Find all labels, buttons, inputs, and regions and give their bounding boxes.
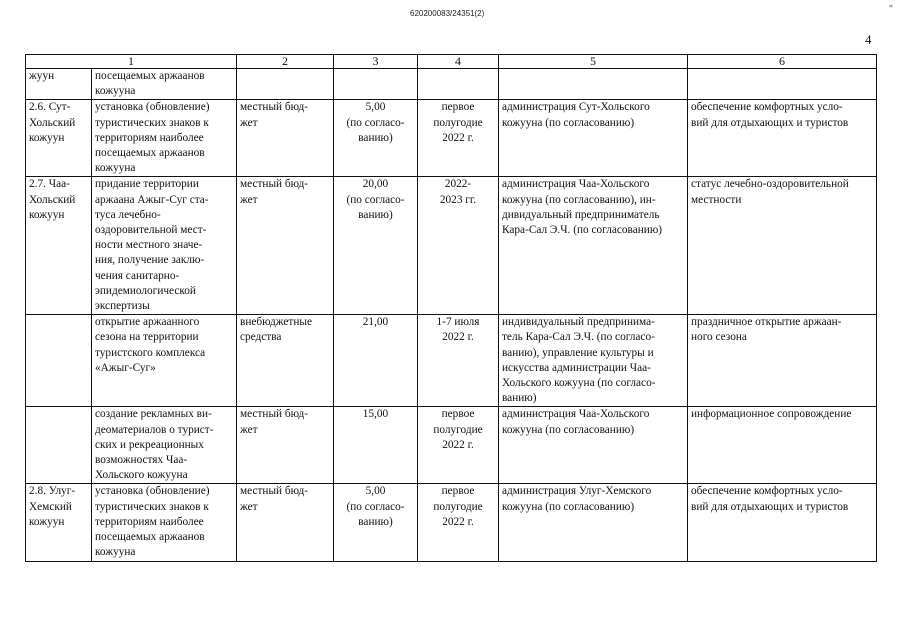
activity-cell: создание рекламных ви- деоматериалов о турист- ских и рекреационных возможностях Чаа- Хольского кожууна [92,407,237,484]
period-cell: первое полугодие 2022 г. [418,484,499,561]
district-cell: 2.8. Улуг- Хемский кожуун [26,484,92,561]
period-cell: 1-7 июля 2022 г. [418,315,499,407]
source-cell: местный бюд- жет [237,100,334,177]
table-row [26,407,877,484]
page-number: 4 [865,32,872,47]
activity-cell: установка (обновление) туристических знаков к территориям наиболее посещаемых аржаанов кожууна [92,100,237,177]
amount-cell: 20,00 (по согласо- ванию) [334,177,418,315]
table-row [26,100,877,177]
activity-cell: посещаемых аржаанов кожууна [92,69,237,100]
executor-cell: администрация Сут-Хольского кожууна (по согласованию) [499,100,688,177]
document-id: 620200083/24351(2) [410,9,485,18]
table-row [26,69,877,100]
result-cell: обеспечение комфортных усло- вий для отдыхающих и туристов [688,484,877,561]
result-cell: праздничное открытие аржаан- ного сезона [688,315,877,407]
result-cell [688,69,877,100]
period-cell [418,69,499,100]
column-header-1: 1 [26,55,237,69]
column-header-4: 4 [418,55,499,69]
executor-cell: индивидуальный предпринима- тель Кара-Сал Э.Ч. (по согласо- ванию), управление культуры и искусства администрации Чаа- Хольского кожууна (по согласо- ванию) [499,315,688,407]
table-row [26,484,877,561]
source-cell: местный бюд- жет [237,407,334,484]
period-cell: 2022- 2023 гг. [418,177,499,315]
amount-cell: 5,00 (по согласо- ванию) [334,484,418,561]
column-header-6: 6 [688,55,877,69]
district-cell [26,407,92,484]
activity-cell: установка (обновление) туристических знаков к территориям наиболее посещаемых аржаанов кожууна [92,484,237,561]
plan-table [25,54,877,562]
corner-mark: " [888,4,893,15]
source-cell: местный бюд- жет [237,177,334,315]
table-row [26,315,877,407]
source-cell: внебюджетные средства [237,315,334,407]
amount-cell: 21,00 [334,315,418,407]
source-cell [237,69,334,100]
executor-cell: администрация Чаа-Хольского кожууна (по согласованию) [499,407,688,484]
result-cell: статус лечебно-оздоровительной местности [688,177,877,315]
column-number-row [26,55,877,69]
district-cell: жуун [26,69,92,100]
result-cell: информационное сопровождение [688,407,877,484]
column-header-2: 2 [237,55,334,69]
period-cell: первое полугодие 2022 г. [418,407,499,484]
amount-cell: 15,00 [334,407,418,484]
column-header-3: 3 [334,55,418,69]
activity-cell: придание территории аржаана Ажыг-Суг ста- туса лечебно- оздоровительной мест- ности местного значе- ния, получение заклю- чения санитарно- эпидемиологической экспертизы [92,177,237,315]
amount-cell: 5,00 (по согласо- ванию) [334,100,418,177]
table-row [26,177,877,315]
district-cell [26,315,92,407]
result-cell: обеспечение комфортных усло- вий для отдыхающих и туристов [688,100,877,177]
executor-cell [499,69,688,100]
executor-cell: администрация Улуг-Хемского кожууна (по согласованию) [499,484,688,561]
activity-cell: открытие аржаанного сезона на территории туристского комплекса «Ажыг-Суг» [92,315,237,407]
amount-cell [334,69,418,100]
period-cell: первое полугодие 2022 г. [418,100,499,177]
district-cell: 2.7. Чаа- Хольский кожуун [26,177,92,315]
column-header-5: 5 [499,55,688,69]
executor-cell: администрация Чаа-Хольского кожууна (по согласованию), ин- дивидуальный предприниматель Кара-Сал Э.Ч. (по согласованию) [499,177,688,315]
source-cell: местный бюд- жет [237,484,334,561]
district-cell: 2.6. Сут- Хольский кожуун [26,100,92,177]
